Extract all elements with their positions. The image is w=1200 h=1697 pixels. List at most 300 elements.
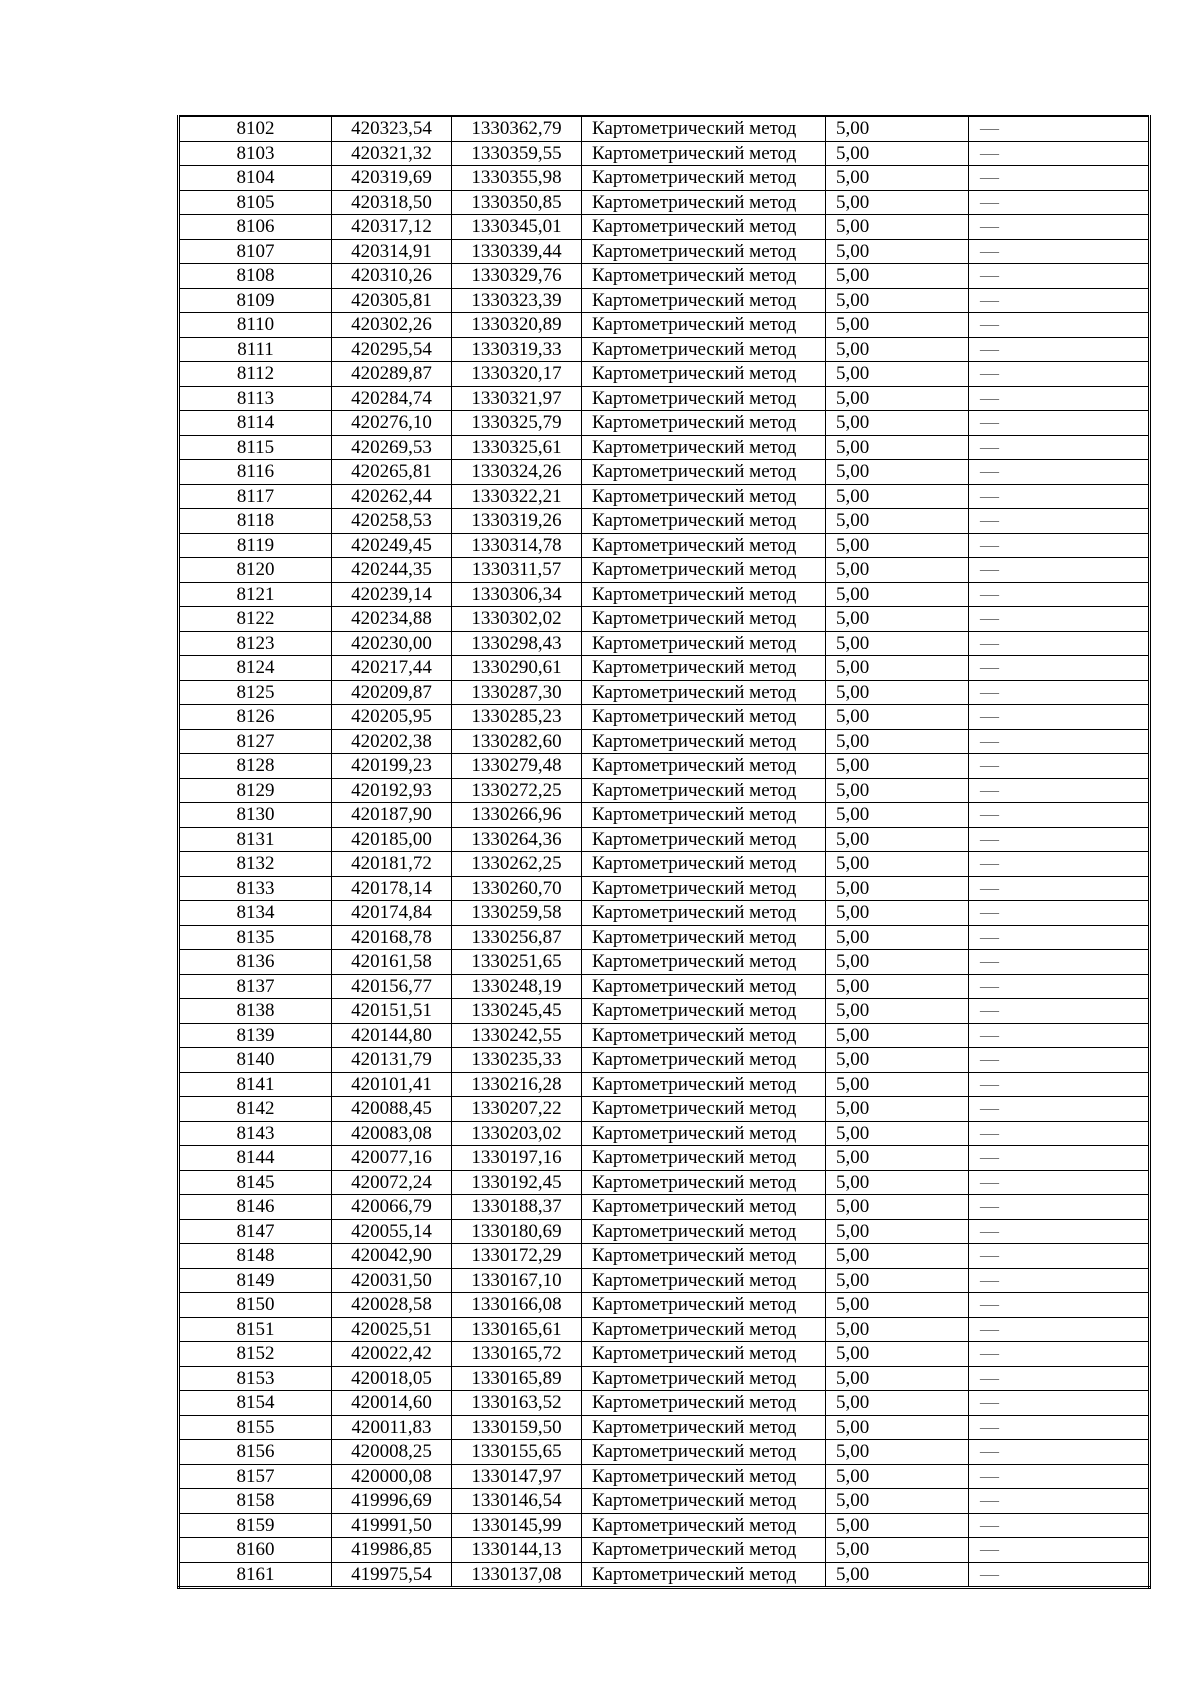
coord-x-cell: 420192,93 [332, 778, 452, 803]
coord-y-cell: 1330147,97 [452, 1464, 582, 1489]
note-cell: — [969, 386, 1150, 411]
note-cell: — [969, 729, 1150, 754]
accuracy-cell: 5,00 [826, 582, 969, 607]
accuracy-cell: 5,00 [826, 729, 969, 754]
accuracy-cell: 5,00 [826, 1415, 969, 1440]
method-cell: Картометрический метод [582, 1342, 826, 1367]
table-row [179, 778, 1150, 803]
table-row [179, 1244, 1150, 1269]
method-cell: Картометрический метод [582, 362, 826, 387]
method-cell: Картометрический метод [582, 1317, 826, 1342]
accuracy-cell: 5,00 [826, 827, 969, 852]
accuracy-cell: 5,00 [826, 239, 969, 264]
point-number-cell: 8116 [179, 460, 332, 485]
point-number-cell: 8161 [179, 1562, 332, 1588]
accuracy-cell: 5,00 [826, 1121, 969, 1146]
table-row [179, 1538, 1150, 1563]
table-row [179, 1268, 1150, 1293]
point-number-cell: 8141 [179, 1072, 332, 1097]
coord-y-cell: 1330272,25 [452, 778, 582, 803]
note-cell: — [969, 141, 1150, 166]
table-row [179, 1440, 1150, 1465]
note-cell: — [969, 288, 1150, 313]
method-cell: Картометрический метод [582, 1440, 826, 1465]
point-number-cell: 8128 [179, 754, 332, 779]
accuracy-cell: 5,00 [826, 1391, 969, 1416]
note-cell: — [969, 116, 1150, 141]
table-row [179, 1072, 1150, 1097]
coord-y-cell: 1330137,08 [452, 1562, 582, 1588]
note-cell: — [969, 509, 1150, 534]
coord-y-cell: 1330251,65 [452, 950, 582, 975]
method-cell: Картометрический метод [582, 558, 826, 583]
coord-y-cell: 1330155,65 [452, 1440, 582, 1465]
table-row [179, 631, 1150, 656]
method-cell: Картометрический метод [582, 901, 826, 926]
point-number-cell: 8132 [179, 852, 332, 877]
accuracy-cell: 5,00 [826, 435, 969, 460]
table-row [179, 484, 1150, 509]
method-cell: Картометрический метод [582, 116, 826, 141]
coord-y-cell: 1330325,79 [452, 411, 582, 436]
point-number-cell: 8157 [179, 1464, 332, 1489]
point-number-cell: 8154 [179, 1391, 332, 1416]
point-number-cell: 8150 [179, 1293, 332, 1318]
point-number-cell: 8153 [179, 1366, 332, 1391]
coord-y-cell: 1330325,61 [452, 435, 582, 460]
note-cell: — [969, 1489, 1150, 1514]
point-number-cell: 8149 [179, 1268, 332, 1293]
coord-y-cell: 1330166,08 [452, 1293, 582, 1318]
coord-x-cell: 420077,16 [332, 1146, 452, 1171]
point-number-cell: 8145 [179, 1170, 332, 1195]
table-row [179, 607, 1150, 632]
note-cell: — [969, 239, 1150, 264]
coord-y-cell: 1330264,36 [452, 827, 582, 852]
coord-x-cell: 420083,08 [332, 1121, 452, 1146]
point-number-cell: 8152 [179, 1342, 332, 1367]
point-number-cell: 8124 [179, 656, 332, 681]
method-cell: Картометрический метод [582, 876, 826, 901]
method-cell: Картометрический метод [582, 925, 826, 950]
coordinates-table [177, 115, 1151, 1589]
coord-x-cell: 420205,95 [332, 705, 452, 730]
table-row [179, 1170, 1150, 1195]
coord-y-cell: 1330320,17 [452, 362, 582, 387]
note-cell: — [969, 1538, 1150, 1563]
note-cell: — [969, 1317, 1150, 1342]
coord-y-cell: 1330321,97 [452, 386, 582, 411]
coord-x-cell: 420239,14 [332, 582, 452, 607]
method-cell: Картометрический метод [582, 582, 826, 607]
method-cell: Картометрический метод [582, 803, 826, 828]
note-cell: — [969, 1072, 1150, 1097]
note-cell: — [969, 1293, 1150, 1318]
table-row [179, 362, 1150, 387]
method-cell: Картометрический метод [582, 1146, 826, 1171]
table-row [179, 141, 1150, 166]
coord-y-cell: 1330322,21 [452, 484, 582, 509]
coord-x-cell: 420181,72 [332, 852, 452, 877]
accuracy-cell: 5,00 [826, 1146, 969, 1171]
table-row [179, 925, 1150, 950]
point-number-cell: 8105 [179, 190, 332, 215]
point-number-cell: 8146 [179, 1195, 332, 1220]
coord-x-cell: 420249,45 [332, 533, 452, 558]
accuracy-cell: 5,00 [826, 558, 969, 583]
note-cell: — [969, 925, 1150, 950]
coord-x-cell: 420265,81 [332, 460, 452, 485]
accuracy-cell: 5,00 [826, 656, 969, 681]
coord-y-cell: 1330362,79 [452, 116, 582, 141]
accuracy-cell: 5,00 [826, 876, 969, 901]
coord-y-cell: 1330290,61 [452, 656, 582, 681]
accuracy-cell: 5,00 [826, 141, 969, 166]
note-cell: — [969, 1268, 1150, 1293]
coord-x-cell: 420008,25 [332, 1440, 452, 1465]
point-number-cell: 8143 [179, 1121, 332, 1146]
accuracy-cell: 5,00 [826, 1317, 969, 1342]
note-cell: — [969, 337, 1150, 362]
coord-x-cell: 420317,12 [332, 215, 452, 240]
table-row [179, 1366, 1150, 1391]
table-row [179, 1415, 1150, 1440]
table-row [179, 533, 1150, 558]
accuracy-cell: 5,00 [826, 1513, 969, 1538]
note-cell: — [969, 999, 1150, 1024]
method-cell: Картометрический метод [582, 288, 826, 313]
method-cell: Картометрический метод [582, 1489, 826, 1514]
method-cell: Картометрический метод [582, 1170, 826, 1195]
method-cell: Картометрический метод [582, 1072, 826, 1097]
coord-x-cell: 420302,26 [332, 313, 452, 338]
coord-x-cell: 420305,81 [332, 288, 452, 313]
point-number-cell: 8127 [179, 729, 332, 754]
note-cell: — [969, 1464, 1150, 1489]
method-cell: Картометрический метод [582, 1562, 826, 1588]
accuracy-cell: 5,00 [826, 974, 969, 999]
coord-y-cell: 1330262,25 [452, 852, 582, 877]
coord-y-cell: 1330302,02 [452, 607, 582, 632]
point-number-cell: 8131 [179, 827, 332, 852]
point-number-cell: 8147 [179, 1219, 332, 1244]
table-row [179, 1146, 1150, 1171]
point-number-cell: 8119 [179, 533, 332, 558]
method-cell: Картометрический метод [582, 264, 826, 289]
table-row [179, 876, 1150, 901]
method-cell: Картометрический метод [582, 1097, 826, 1122]
method-cell: Картометрический метод [582, 1121, 826, 1146]
accuracy-cell: 5,00 [826, 1293, 969, 1318]
method-cell: Картометрический метод [582, 852, 826, 877]
coord-y-cell: 1330319,33 [452, 337, 582, 362]
coord-y-cell: 1330235,33 [452, 1048, 582, 1073]
coord-y-cell: 1330242,55 [452, 1023, 582, 1048]
note-cell: — [969, 1391, 1150, 1416]
coord-x-cell: 419996,69 [332, 1489, 452, 1514]
accuracy-cell: 5,00 [826, 264, 969, 289]
accuracy-cell: 5,00 [826, 1244, 969, 1269]
point-number-cell: 8156 [179, 1440, 332, 1465]
note-cell: — [969, 411, 1150, 436]
table-row [179, 460, 1150, 485]
coord-x-cell: 420230,00 [332, 631, 452, 656]
table-row [179, 1023, 1150, 1048]
table-row [179, 509, 1150, 534]
table-row [179, 166, 1150, 191]
point-number-cell: 8144 [179, 1146, 332, 1171]
point-number-cell: 8160 [179, 1538, 332, 1563]
note-cell: — [969, 1048, 1150, 1073]
table-row [179, 1513, 1150, 1538]
coord-x-cell: 420174,84 [332, 901, 452, 926]
coord-y-cell: 1330279,48 [452, 754, 582, 779]
method-cell: Картометрический метод [582, 950, 826, 975]
accuracy-cell: 5,00 [826, 288, 969, 313]
point-number-cell: 8107 [179, 239, 332, 264]
coord-y-cell: 1330167,10 [452, 1268, 582, 1293]
point-number-cell: 8142 [179, 1097, 332, 1122]
coord-x-cell: 420022,42 [332, 1342, 452, 1367]
accuracy-cell: 5,00 [826, 460, 969, 485]
coord-x-cell: 420144,80 [332, 1023, 452, 1048]
note-cell: — [969, 803, 1150, 828]
coord-y-cell: 1330146,54 [452, 1489, 582, 1514]
method-cell: Картометрический метод [582, 999, 826, 1024]
coord-x-cell: 420284,74 [332, 386, 452, 411]
point-number-cell: 8130 [179, 803, 332, 828]
method-cell: Картометрический метод [582, 313, 826, 338]
coord-x-cell: 419975,54 [332, 1562, 452, 1588]
method-cell: Картометрический метод [582, 533, 826, 558]
coord-y-cell: 1330285,23 [452, 705, 582, 730]
point-number-cell: 8125 [179, 680, 332, 705]
table-row [179, 264, 1150, 289]
table-row [179, 386, 1150, 411]
coord-y-cell: 1330145,99 [452, 1513, 582, 1538]
point-number-cell: 8103 [179, 141, 332, 166]
note-cell: — [969, 1513, 1150, 1538]
point-number-cell: 8111 [179, 337, 332, 362]
note-cell: — [969, 778, 1150, 803]
note-cell: — [969, 754, 1150, 779]
coord-x-cell: 420209,87 [332, 680, 452, 705]
table-row [179, 1317, 1150, 1342]
note-cell: — [969, 876, 1150, 901]
accuracy-cell: 5,00 [826, 215, 969, 240]
coord-y-cell: 1330359,55 [452, 141, 582, 166]
coord-y-cell: 1330260,70 [452, 876, 582, 901]
accuracy-cell: 5,00 [826, 680, 969, 705]
table-row [179, 116, 1150, 141]
coord-y-cell: 1330323,39 [452, 288, 582, 313]
coord-y-cell: 1330314,78 [452, 533, 582, 558]
note-cell: — [969, 435, 1150, 460]
coord-y-cell: 1330282,60 [452, 729, 582, 754]
method-cell: Картометрический метод [582, 1219, 826, 1244]
table-row [179, 239, 1150, 264]
coord-x-cell: 420262,44 [332, 484, 452, 509]
method-cell: Картометрический метод [582, 386, 826, 411]
table-row [179, 680, 1150, 705]
method-cell: Картометрический метод [582, 435, 826, 460]
method-cell: Картометрический метод [582, 827, 826, 852]
coord-x-cell: 420028,58 [332, 1293, 452, 1318]
table-row [179, 190, 1150, 215]
note-cell: — [969, 974, 1150, 999]
method-cell: Картометрический метод [582, 1293, 826, 1318]
coord-y-cell: 1330165,61 [452, 1317, 582, 1342]
note-cell: — [969, 1366, 1150, 1391]
point-number-cell: 8106 [179, 215, 332, 240]
coord-x-cell: 420168,78 [332, 925, 452, 950]
method-cell: Картометрический метод [582, 1366, 826, 1391]
point-number-cell: 8135 [179, 925, 332, 950]
method-cell: Картометрический метод [582, 1268, 826, 1293]
note-cell: — [969, 631, 1150, 656]
coord-x-cell: 420131,79 [332, 1048, 452, 1073]
coord-x-cell: 419986,85 [332, 1538, 452, 1563]
note-cell: — [969, 582, 1150, 607]
method-cell: Картометрический метод [582, 705, 826, 730]
table-row [179, 435, 1150, 460]
accuracy-cell: 5,00 [826, 166, 969, 191]
table-row [179, 313, 1150, 338]
note-cell: — [969, 1023, 1150, 1048]
coord-x-cell: 420318,50 [332, 190, 452, 215]
accuracy-cell: 5,00 [826, 1440, 969, 1465]
point-number-cell: 8123 [179, 631, 332, 656]
coord-y-cell: 1330163,52 [452, 1391, 582, 1416]
method-cell: Картометрический метод [582, 754, 826, 779]
table-row [179, 999, 1150, 1024]
point-number-cell: 8120 [179, 558, 332, 583]
point-number-cell: 8115 [179, 435, 332, 460]
accuracy-cell: 5,00 [826, 607, 969, 632]
method-cell: Картометрический метод [582, 1391, 826, 1416]
method-cell: Картометрический метод [582, 509, 826, 534]
note-cell: — [969, 1562, 1150, 1588]
coord-x-cell: 420319,69 [332, 166, 452, 191]
method-cell: Картометрический метод [582, 215, 826, 240]
method-cell: Картометрический метод [582, 974, 826, 999]
accuracy-cell: 5,00 [826, 484, 969, 509]
method-cell: Картометрический метод [582, 778, 826, 803]
coord-y-cell: 1330287,30 [452, 680, 582, 705]
coord-x-cell: 420042,90 [332, 1244, 452, 1269]
method-cell: Картометрический метод [582, 460, 826, 485]
coord-x-cell: 420088,45 [332, 1097, 452, 1122]
coord-x-cell: 420185,00 [332, 827, 452, 852]
coord-y-cell: 1330319,26 [452, 509, 582, 534]
accuracy-cell: 5,00 [826, 386, 969, 411]
accuracy-cell: 5,00 [826, 1023, 969, 1048]
coord-x-cell: 420101,41 [332, 1072, 452, 1097]
note-cell: — [969, 1121, 1150, 1146]
coord-y-cell: 1330329,76 [452, 264, 582, 289]
accuracy-cell: 5,00 [826, 190, 969, 215]
table-row [179, 1048, 1150, 1073]
table-row [179, 1391, 1150, 1416]
note-cell: — [969, 558, 1150, 583]
point-number-cell: 8155 [179, 1415, 332, 1440]
coord-y-cell: 1330256,87 [452, 925, 582, 950]
coord-y-cell: 1330165,72 [452, 1342, 582, 1367]
coord-y-cell: 1330207,22 [452, 1097, 582, 1122]
coord-x-cell: 420178,14 [332, 876, 452, 901]
accuracy-cell: 5,00 [826, 1342, 969, 1367]
table-row [179, 827, 1150, 852]
note-cell: — [969, 1219, 1150, 1244]
method-cell: Картометрический метод [582, 1538, 826, 1563]
method-cell: Картометрический метод [582, 484, 826, 509]
accuracy-cell: 5,00 [826, 1072, 969, 1097]
accuracy-cell: 5,00 [826, 852, 969, 877]
table-row [179, 1293, 1150, 1318]
coord-y-cell: 1330188,37 [452, 1195, 582, 1220]
coordinates-table-body [179, 116, 1150, 1588]
note-cell: — [969, 215, 1150, 240]
point-number-cell: 8136 [179, 950, 332, 975]
accuracy-cell: 5,00 [826, 1097, 969, 1122]
table-row [179, 901, 1150, 926]
coord-x-cell: 420187,90 [332, 803, 452, 828]
table-row [179, 950, 1150, 975]
point-number-cell: 8121 [179, 582, 332, 607]
table-row [179, 1342, 1150, 1367]
method-cell: Картометрический метод [582, 1244, 826, 1269]
method-cell: Картометрический метод [582, 1513, 826, 1538]
accuracy-cell: 5,00 [826, 1562, 969, 1588]
method-cell: Картометрический метод [582, 1415, 826, 1440]
table-row [179, 1097, 1150, 1122]
note-cell: — [969, 705, 1150, 730]
note-cell: — [969, 166, 1150, 191]
coord-x-cell: 420310,26 [332, 264, 452, 289]
coord-x-cell: 420066,79 [332, 1195, 452, 1220]
accuracy-cell: 5,00 [826, 999, 969, 1024]
point-number-cell: 8159 [179, 1513, 332, 1538]
point-number-cell: 8129 [179, 778, 332, 803]
table-row [179, 1195, 1150, 1220]
coord-x-cell: 420289,87 [332, 362, 452, 387]
note-cell: — [969, 607, 1150, 632]
accuracy-cell: 5,00 [826, 1489, 969, 1514]
point-number-cell: 8118 [179, 509, 332, 534]
point-number-cell: 8134 [179, 901, 332, 926]
coord-x-cell: 420031,50 [332, 1268, 452, 1293]
note-cell: — [969, 1342, 1150, 1367]
coord-x-cell: 420161,58 [332, 950, 452, 975]
note-cell: — [969, 656, 1150, 681]
coord-x-cell: 420295,54 [332, 337, 452, 362]
accuracy-cell: 5,00 [826, 1464, 969, 1489]
method-cell: Картометрический метод [582, 1464, 826, 1489]
point-number-cell: 8102 [179, 116, 332, 141]
coord-y-cell: 1330355,98 [452, 166, 582, 191]
accuracy-cell: 5,00 [826, 1195, 969, 1220]
method-cell: Картометрический метод [582, 239, 826, 264]
method-cell: Картометрический метод [582, 607, 826, 632]
point-number-cell: 8133 [179, 876, 332, 901]
point-number-cell: 8126 [179, 705, 332, 730]
point-number-cell: 8113 [179, 386, 332, 411]
method-cell: Картометрический метод [582, 1048, 826, 1073]
coord-x-cell: 420014,60 [332, 1391, 452, 1416]
accuracy-cell: 5,00 [826, 705, 969, 730]
note-cell: — [969, 827, 1150, 852]
note-cell: — [969, 313, 1150, 338]
